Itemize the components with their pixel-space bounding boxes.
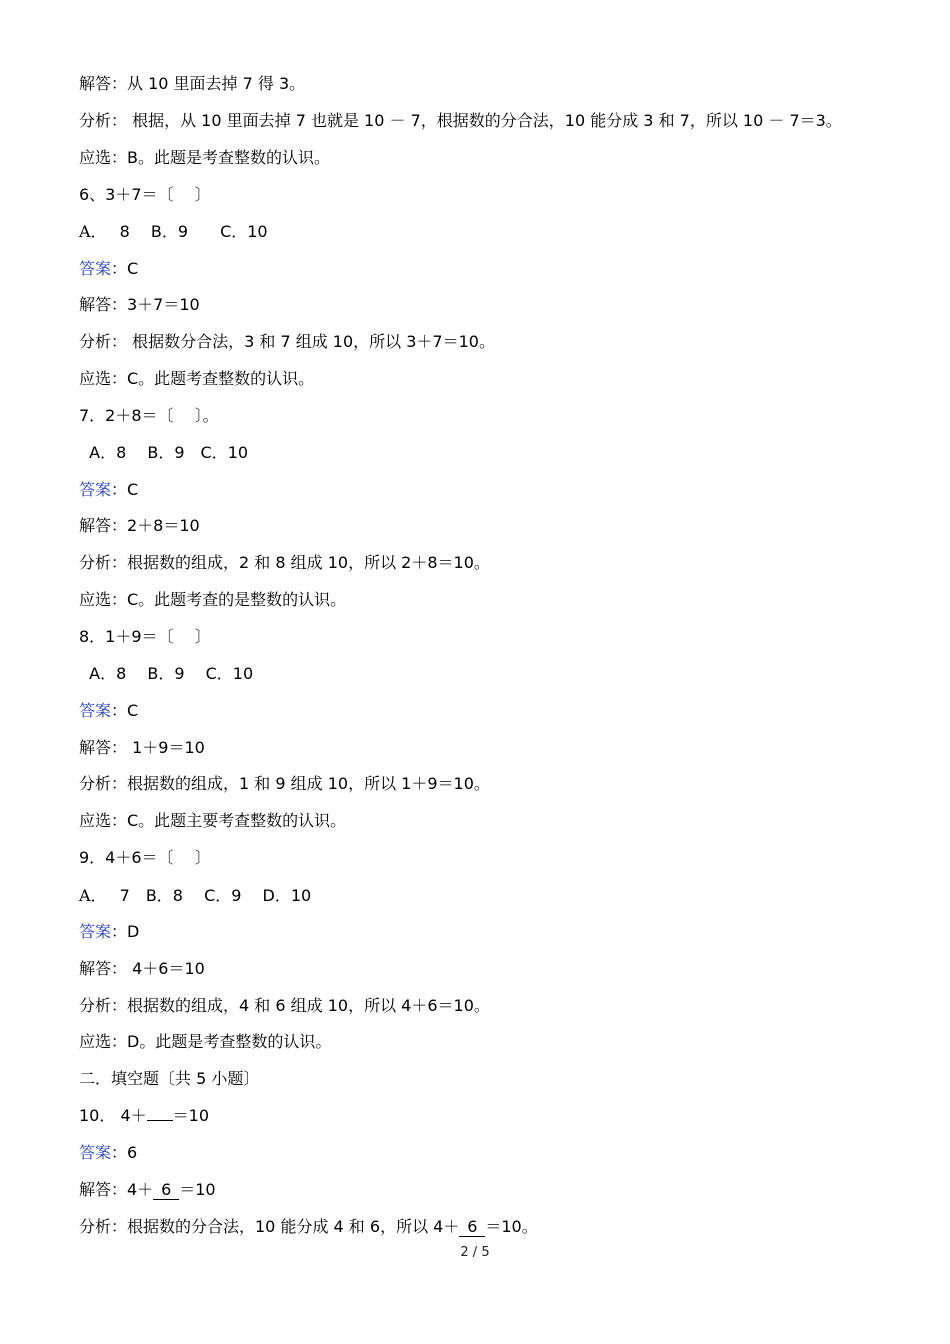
line-text: A．8 B．9 C．10 xyxy=(79,443,249,462)
answer-label: 答案 xyxy=(79,480,112,499)
text-line xyxy=(79,774,490,794)
text-line xyxy=(79,996,490,1016)
answer-label: 答案 xyxy=(79,259,112,278)
text-line xyxy=(79,1180,216,1200)
option-label: A． xyxy=(79,886,99,905)
line-text: ：C xyxy=(111,480,139,499)
text-line xyxy=(79,664,253,684)
line-text: 应选：C。此题考查的是整数的认识。 xyxy=(79,590,347,609)
line-text: ：C xyxy=(111,701,139,720)
line-text: 分析：根据数的组成，1 和 9 组成 10，所以 1＋9＝10。 xyxy=(79,774,490,793)
line-text: 分析： 根据数分合法，3 和 7 组成 10，所以 3＋7＝10。 xyxy=(79,332,495,351)
text-line xyxy=(79,443,248,463)
line-text: 分析： 根据，从 10 里面去掉 7 也就是 10 － 7，根据数的分合法，10 能分成 3 和 7，所以 10 － 7＝3。 xyxy=(79,111,842,130)
line-text: A．8 B．9 C．10 xyxy=(79,664,254,683)
line-text: 6、3＋7＝〔 〕 xyxy=(79,185,211,204)
answer-line xyxy=(79,259,138,279)
line-text: 分析：根据数的组成，2 和 8 组成 10，所以 2＋8＝10。 xyxy=(79,553,490,572)
line-text: 解答： 4＋6＝10 xyxy=(79,959,205,978)
text-line xyxy=(79,74,305,94)
text-line xyxy=(79,406,219,426)
text-line xyxy=(79,590,346,610)
text-line xyxy=(79,148,330,168)
line-text: 解答：4＋ xyxy=(79,1180,154,1199)
text-line xyxy=(79,959,205,979)
line-text: 8 B．9 C．10 xyxy=(98,222,268,241)
line-text: ＝10。 xyxy=(485,1217,538,1236)
line-text: 解答：3＋7＝10 xyxy=(79,295,200,314)
text-line xyxy=(79,111,842,131)
line-text: 7．2＋8＝〔 〕。 xyxy=(79,406,219,425)
text-line xyxy=(79,295,200,315)
fill-blank xyxy=(147,1120,173,1121)
text-line xyxy=(79,811,346,831)
text-line xyxy=(79,553,490,573)
text-line xyxy=(79,185,211,205)
line-text: 7 B．8 C．9 D．10 xyxy=(98,886,312,905)
text-line xyxy=(79,332,495,352)
answer-line xyxy=(79,701,138,721)
line-text: 分析：根据数的组成，4 和 6 组成 10，所以 4＋6＝10。 xyxy=(79,996,490,1015)
line-text: ＝10 xyxy=(179,1180,216,1199)
line-text: ＝10 xyxy=(172,1106,210,1125)
text-line xyxy=(79,1069,259,1089)
text-line xyxy=(79,1106,209,1126)
fill-blank: 6 xyxy=(459,1218,485,1237)
text-line xyxy=(79,222,268,242)
line-text: 解答：从 10 里面去掉 7 得 3。 xyxy=(79,74,306,93)
answer-line xyxy=(79,922,139,942)
line-text: 分析：根据数的分合法，10 能分成 4 和 6，所以 4＋ xyxy=(79,1217,460,1236)
line-text: 9．4＋6＝〔 〕 xyxy=(79,848,211,867)
text-line xyxy=(79,1217,538,1237)
line-text: 解答： 1＋9＝10 xyxy=(79,738,205,757)
page-number: 2 / 5 xyxy=(460,1245,490,1260)
line-text: 应选：C。此题考查整数的认识。 xyxy=(79,369,315,388)
line-text: 二．填空题〔共 5 小题〕 xyxy=(79,1069,260,1088)
text-line xyxy=(79,1032,331,1052)
option-label: A． xyxy=(79,222,99,241)
fill-blank: 6 xyxy=(153,1181,179,1200)
answer-line xyxy=(79,480,138,500)
line-text: ：C xyxy=(111,259,139,278)
text-line xyxy=(79,848,211,868)
text-line xyxy=(79,516,200,536)
line-text: 解答：2＋8＝10 xyxy=(79,516,200,535)
text-line xyxy=(79,627,211,647)
answer-label: 答案 xyxy=(79,922,112,941)
line-text: 应选：D。此题是考查整数的认识。 xyxy=(79,1032,332,1051)
answer-label: 答案 xyxy=(79,1143,112,1162)
text-line xyxy=(79,369,314,389)
line-text: 应选：C。此题主要考查整数的认识。 xyxy=(79,811,347,830)
line-text: 10． 4＋ xyxy=(79,1106,147,1125)
line-text: ：6 xyxy=(111,1143,138,1162)
line-text: 8．1＋9＝〔 〕 xyxy=(79,627,211,646)
answer-label: 答案 xyxy=(79,701,112,720)
line-text: ：D xyxy=(111,922,140,941)
answer-line xyxy=(79,1143,137,1163)
line-text: 应选：B。此题是考查整数的认识。 xyxy=(79,148,330,167)
text-line xyxy=(79,886,311,906)
text-line xyxy=(79,738,205,758)
